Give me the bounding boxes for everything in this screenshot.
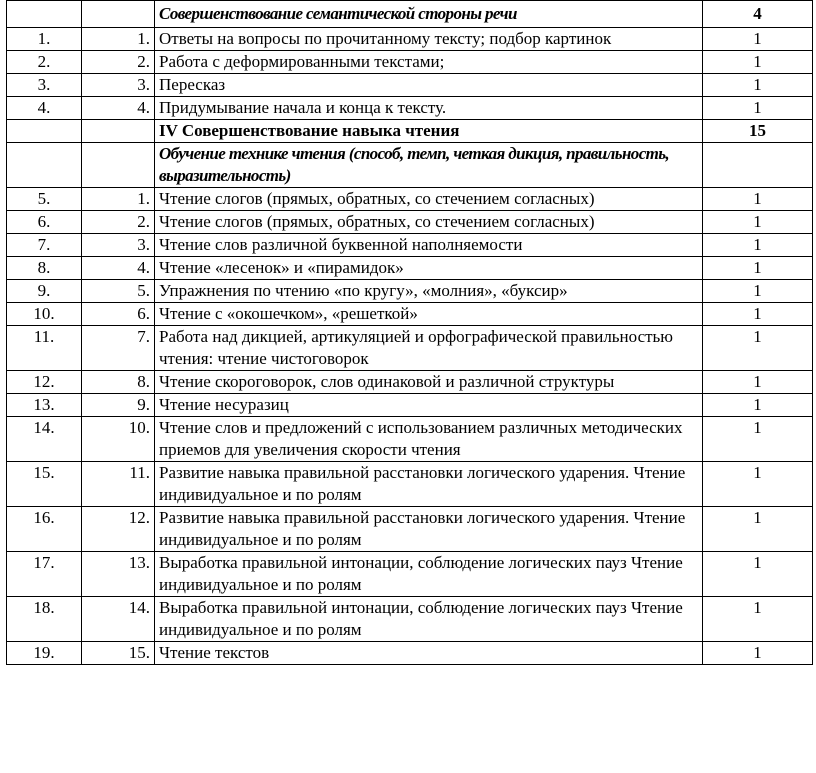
hours-cell: 1 xyxy=(703,280,813,303)
topic-cell: Развитие навыка правильной расстановки логического ударения. Чтение индивидуальное и по ролям xyxy=(155,507,703,552)
section-number-cell xyxy=(82,120,155,143)
section-number-cell: 12. xyxy=(82,507,155,552)
table-row xyxy=(7,51,813,74)
table-row xyxy=(7,257,813,280)
overall-number-cell xyxy=(7,120,82,143)
subsection-title-cell: Совершенствование семантической стороны речи xyxy=(155,1,703,28)
subsection-title-cell: Обучение технике чтения (способ, темп, четкая дикция, правильность, выразительность) xyxy=(155,143,703,188)
section-number-cell: 15. xyxy=(82,642,155,665)
section-number-cell: 8. xyxy=(82,371,155,394)
topic-cell: Чтение слогов (прямых, обратных, со стечением согласных) xyxy=(155,188,703,211)
overall-number-cell: 9. xyxy=(7,280,82,303)
section-number-cell: 9. xyxy=(82,394,155,417)
topic-cell: Выработка правильной интонации, соблюдение логических пауз Чтение индивидуальное и по ролям xyxy=(155,552,703,597)
overall-number-cell: 6. xyxy=(7,211,82,234)
topic-cell: Пересказ xyxy=(155,74,703,97)
section-number-cell: 7. xyxy=(82,326,155,371)
hours-cell: 1 xyxy=(703,234,813,257)
overall-number-cell: 8. xyxy=(7,257,82,280)
overall-number-cell: 18. xyxy=(7,597,82,642)
section-number-cell: 2. xyxy=(82,51,155,74)
section-number-cell: 4. xyxy=(82,97,155,120)
topic-cell: Работа над дикцией, артикуляцией и орфографической правильностью чтения: чтение чистоговорок xyxy=(155,326,703,371)
overall-number-cell xyxy=(7,1,82,28)
section-title-cell: IV Совершенствование навыка чтения xyxy=(155,120,703,143)
hours-cell: 4 xyxy=(703,1,813,28)
table-row xyxy=(7,462,813,507)
table-row xyxy=(7,74,813,97)
overall-number-cell: 7. xyxy=(7,234,82,257)
overall-number-cell: 14. xyxy=(7,417,82,462)
topic-cell: Выработка правильной интонации, соблюдение логических пауз Чтение индивидуальное и по ролям xyxy=(155,597,703,642)
table-row xyxy=(7,211,813,234)
table-row xyxy=(7,417,813,462)
topic-cell: Чтение слов различной буквенной наполняемости xyxy=(155,234,703,257)
table-row xyxy=(7,188,813,211)
section-number-cell: 6. xyxy=(82,303,155,326)
hours-cell: 1 xyxy=(703,211,813,234)
topic-cell: Работа с деформированными текстами; xyxy=(155,51,703,74)
table-row xyxy=(7,280,813,303)
hours-cell: 1 xyxy=(703,97,813,120)
topic-cell: Чтение слов и предложений с использованием различных методических приемов для увеличения скорости чтения xyxy=(155,417,703,462)
hours-cell: 1 xyxy=(703,371,813,394)
section-row xyxy=(7,120,813,143)
section-number-cell: 1. xyxy=(82,188,155,211)
section-number-cell: 14. xyxy=(82,597,155,642)
overall-number-cell: 2. xyxy=(7,51,82,74)
table-row xyxy=(7,326,813,371)
overall-number-cell: 16. xyxy=(7,507,82,552)
lesson-plan-table xyxy=(6,0,813,665)
hours-cell: 1 xyxy=(703,74,813,97)
section-number-cell: 4. xyxy=(82,257,155,280)
overall-number-cell: 12. xyxy=(7,371,82,394)
table-row xyxy=(7,1,813,28)
hours-cell: 1 xyxy=(703,394,813,417)
overall-number-cell: 4. xyxy=(7,97,82,120)
topic-cell: Чтение «лесенок» и «пирамидок» xyxy=(155,257,703,280)
topic-cell: Чтение с «окошечком», «решеткой» xyxy=(155,303,703,326)
section-number-cell: 3. xyxy=(82,234,155,257)
hours-cell: 1 xyxy=(703,326,813,371)
topic-cell: Ответы на вопросы по прочитанному тексту; подбор картинок xyxy=(155,28,703,51)
section-number-cell xyxy=(82,143,155,188)
table-row xyxy=(7,507,813,552)
hours-cell: 1 xyxy=(703,507,813,552)
hours-cell: 1 xyxy=(703,462,813,507)
table-row xyxy=(7,234,813,257)
topic-cell: Чтение слогов (прямых, обратных, со стечением согласных) xyxy=(155,211,703,234)
overall-number-cell: 1. xyxy=(7,28,82,51)
section-number-cell xyxy=(82,1,155,28)
section-number-cell: 5. xyxy=(82,280,155,303)
hours-cell: 1 xyxy=(703,257,813,280)
hours-cell: 1 xyxy=(703,28,813,51)
table-row xyxy=(7,303,813,326)
section-number-cell: 13. xyxy=(82,552,155,597)
table-row xyxy=(7,28,813,51)
hours-cell: 1 xyxy=(703,417,813,462)
topic-cell: Чтение несуразиц xyxy=(155,394,703,417)
hours-cell: 1 xyxy=(703,51,813,74)
hours-cell: 1 xyxy=(703,642,813,665)
overall-number-cell: 11. xyxy=(7,326,82,371)
hours-cell: 15 xyxy=(703,120,813,143)
topic-cell: Чтение скороговорок, слов одинаковой и различной структуры xyxy=(155,371,703,394)
hours-cell: 1 xyxy=(703,597,813,642)
topic-cell: Упражнения по чтению «по кругу», «молния», «буксир» xyxy=(155,280,703,303)
section-number-cell: 11. xyxy=(82,462,155,507)
section-number-cell: 10. xyxy=(82,417,155,462)
section-number-cell: 1. xyxy=(82,28,155,51)
table-row xyxy=(7,394,813,417)
hours-cell: 1 xyxy=(703,303,813,326)
topic-cell: Придумывание начала и конца к тексту. xyxy=(155,97,703,120)
overall-number-cell: 19. xyxy=(7,642,82,665)
table-row xyxy=(7,597,813,642)
hours-cell: 1 xyxy=(703,188,813,211)
section-number-cell: 2. xyxy=(82,211,155,234)
section-number-cell: 3. xyxy=(82,74,155,97)
hours-cell: 1 xyxy=(703,552,813,597)
overall-number-cell: 5. xyxy=(7,188,82,211)
overall-number-cell xyxy=(7,143,82,188)
overall-number-cell: 10. xyxy=(7,303,82,326)
overall-number-cell: 3. xyxy=(7,74,82,97)
overall-number-cell: 13. xyxy=(7,394,82,417)
table-row xyxy=(7,371,813,394)
subsection-row xyxy=(7,143,813,188)
table-row xyxy=(7,552,813,597)
table-row xyxy=(7,97,813,120)
topic-cell: Чтение текстов xyxy=(155,642,703,665)
table-row xyxy=(7,642,813,665)
overall-number-cell: 15. xyxy=(7,462,82,507)
hours-cell xyxy=(703,143,813,188)
overall-number-cell: 17. xyxy=(7,552,82,597)
topic-cell: Развитие навыка правильной расстановки логического ударения. Чтение индивидуальное и по ролям xyxy=(155,462,703,507)
lesson-plan-body xyxy=(7,1,813,665)
